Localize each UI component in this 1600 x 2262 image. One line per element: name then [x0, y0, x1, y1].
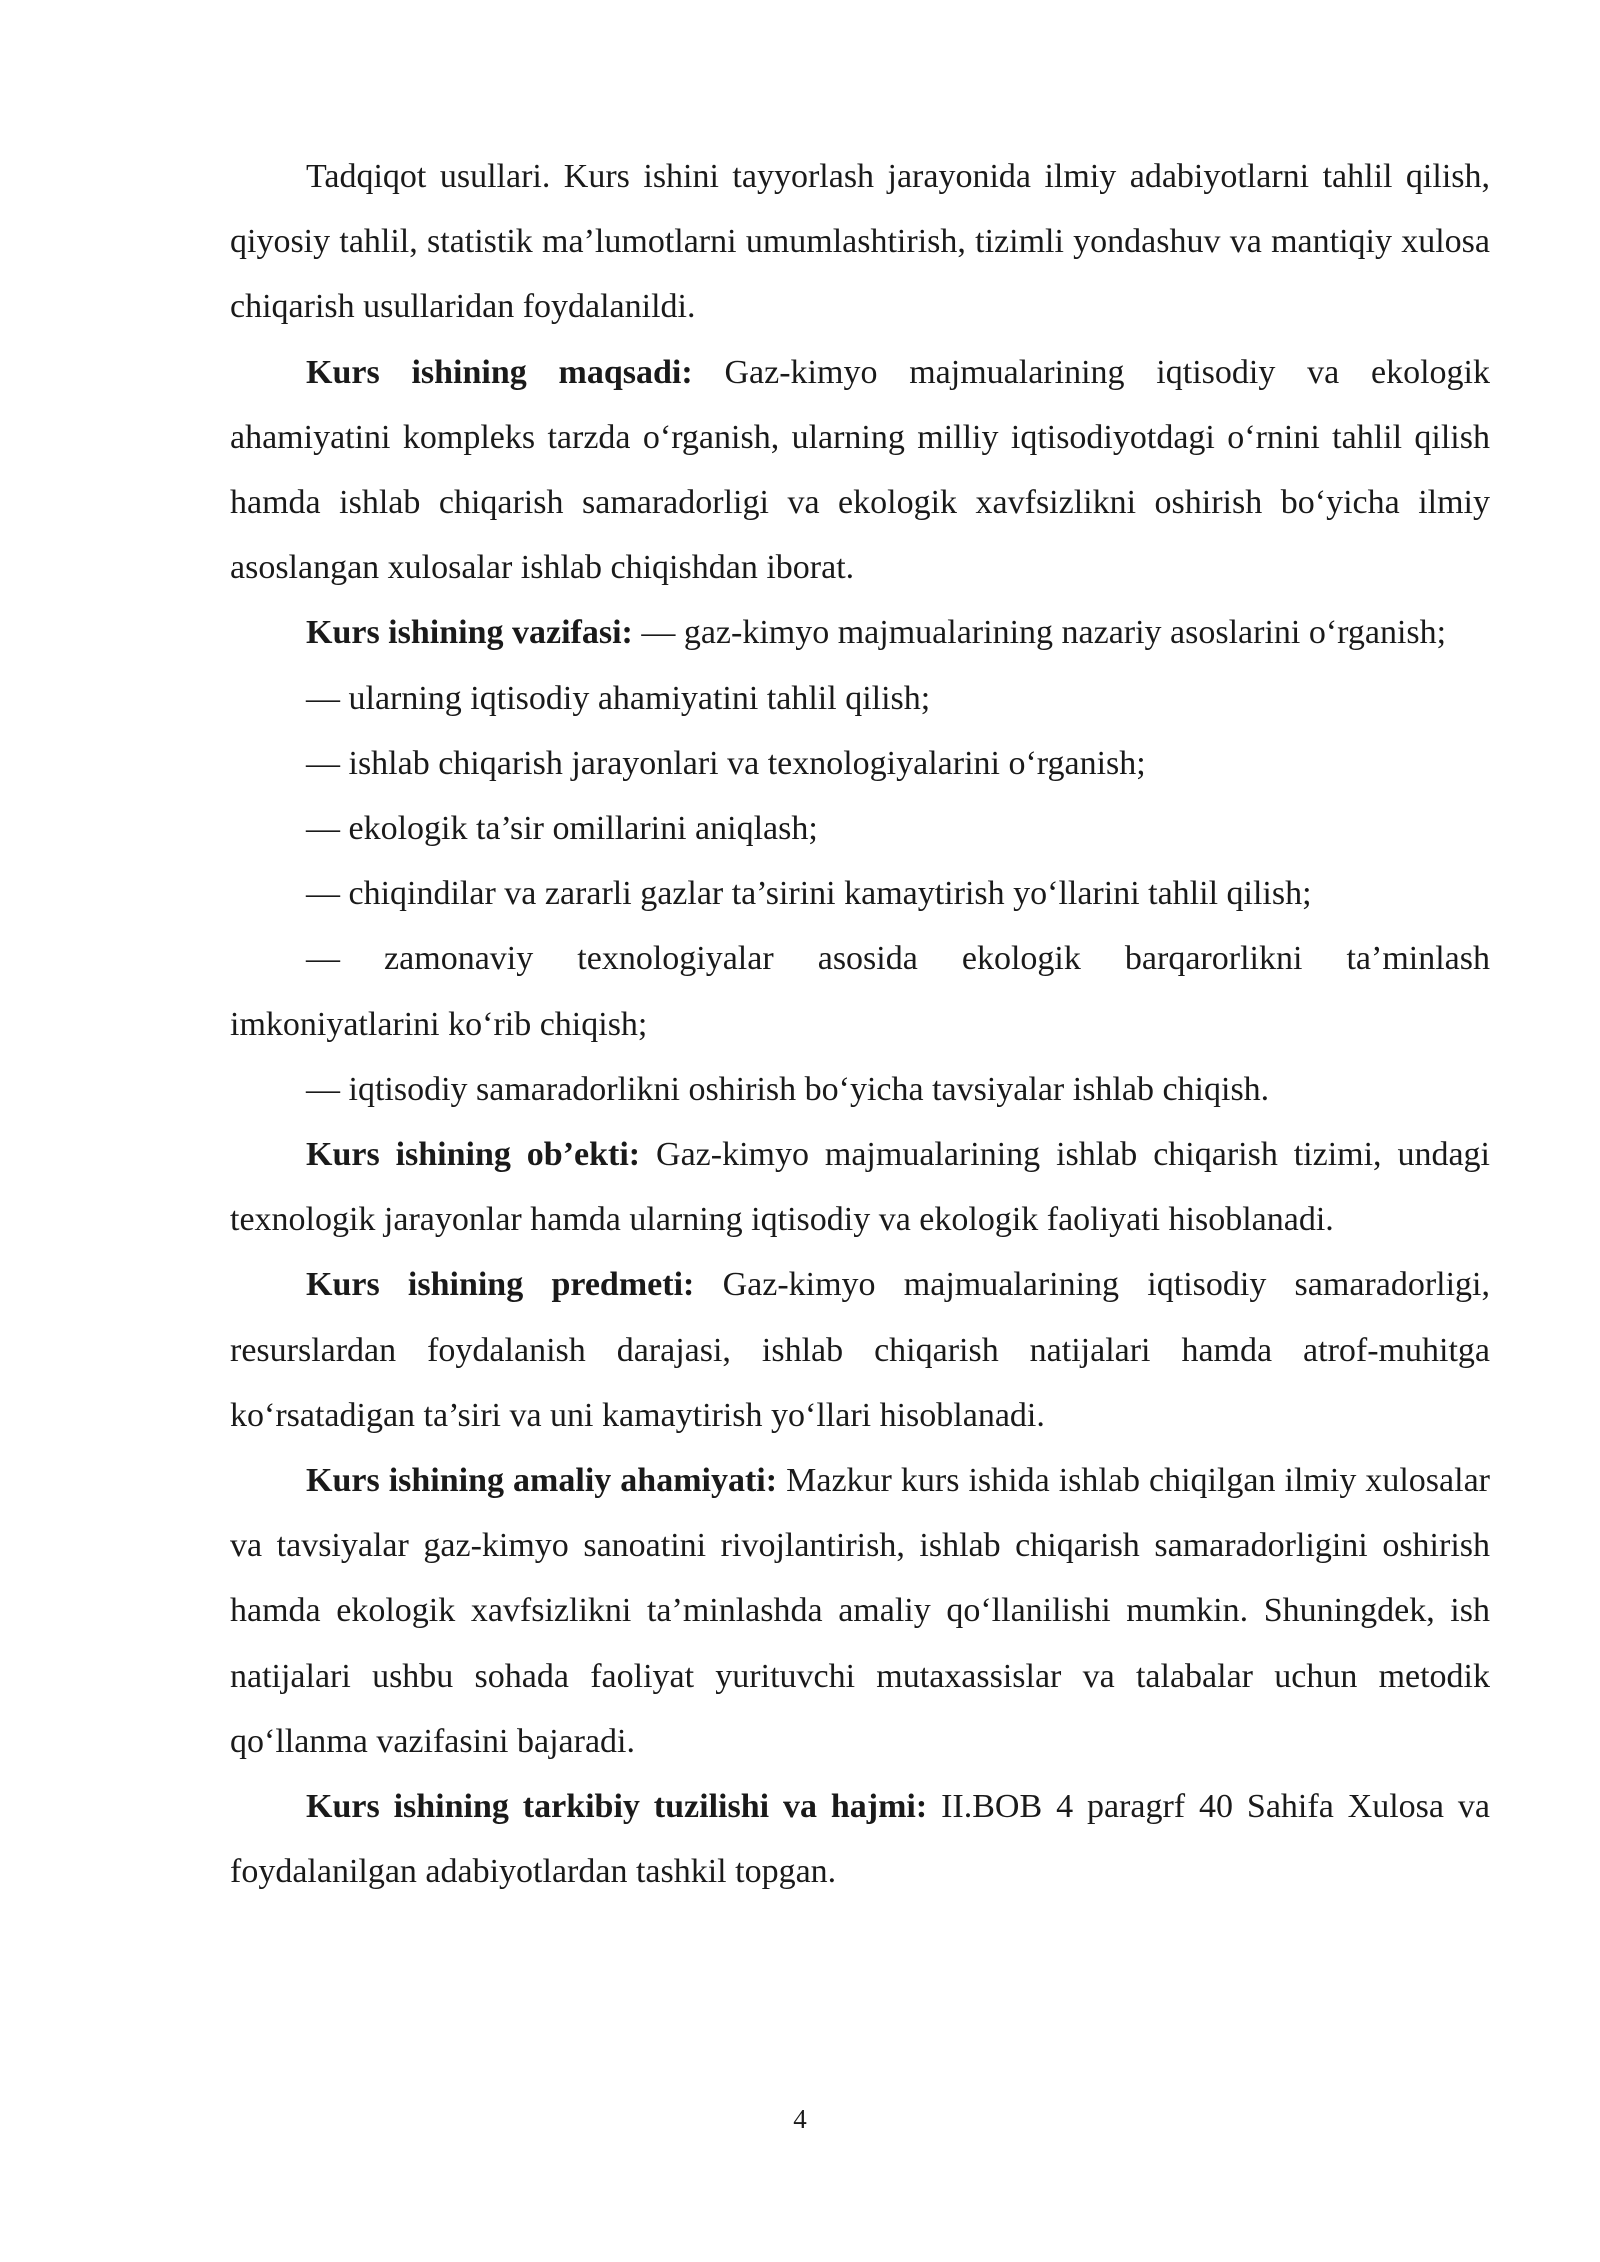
goal-text: Gaz-kimyo majmualarining iqtisodiy va ekologik ahamiyatini kompleks tarzda o‘rganish, ularning milliy iqtisodiyotdagi o‘rnini tahlil qilish hamda ishlab chiqarish samaradorligi va ekologik xavfsizlikni oshirish bo‘yicha ilmiy asoslangan xulosalar ishlab chiqishdan iborat.: [230, 353, 1490, 587]
tasks-text: — gaz-kimyo majmualarining nazariy asoslarini o‘rganish;: [632, 614, 1447, 652]
task-item: — chiqindilar va zararli gazlar ta’sirini kamaytirish yo‘llarini tahlil qilish;: [306, 875, 1312, 913]
structure-text: II.BOB 4 paragrf 40 Sahifa Xulosa va foydalanilgan adabiyotlardan tashkil topgan.: [230, 1788, 1491, 1891]
paragraph-practical-significance: [230, 1448, 1490, 1774]
object-text: Gaz-kimyo majmualarining ishlab chiqarish tizimi, undagi texnologik jarayonlar hamda ularning iqtisodiy va ekologik faoliyati hisoblanadi.: [230, 1136, 1490, 1239]
practical-text: Mazkur kurs ishida ishlab chiqilgan ilmiy xulosalar va tavsiyalar gaz-kimyo sanoatini rivojlantirish, ishlab chiqarish samaradorligini oshirish hamda ekologik xavfsizlikni ta’minlashda amaliy qo‘llanilishi mumkin. Shuningdek, ish natijalari ushbu sohada faoliyat yurituvchi mutaxassislar va talabalar uchun metodik qo‘llanma vazifasini bajaradi.: [230, 1462, 1490, 1760]
page-body: [230, 144, 1490, 1904]
practical-label: Kurs ishining amaliy ahamiyati:: [306, 1462, 778, 1500]
paragraph-research-methods: [230, 144, 1490, 340]
task-item: — ularning iqtisodiy ahamiyatini tahlil qilish;: [306, 679, 931, 717]
task-item: — zamonaviy texnologiyalar asosida ekologik barqarorlikni ta’minlash imkoniyatlarini ko‘rib chiqish;: [230, 940, 1490, 1043]
paragraph-structure: [230, 1774, 1490, 1904]
subject-text: Gaz-kimyo majmualarining iqtisodiy samaradorligi, resurslardan foydalanish darajasi, ishlab chiqarish natijalari hamda atrof-muhitga ko‘rsatadigan ta’siri va uni kamaytirish yo‘llari hisoblanadi.: [230, 1266, 1490, 1434]
task-item: — ishlab chiqarish jarayonlari va texnologiyalarini o‘rganish;: [306, 744, 1146, 782]
task-item: — iqtisodiy samaradorlikni oshirish bo‘yicha tavsiyalar ishlab chiqish.: [306, 1070, 1270, 1108]
paragraph-tasks: [230, 600, 1490, 665]
paragraph-goal: [230, 340, 1490, 601]
page-number: 4: [793, 2104, 807, 2134]
tasks-label: Kurs ishining vazifasi:: [306, 614, 633, 652]
paragraph-subject: [230, 1252, 1490, 1448]
structure-label: Kurs ishining tarkibiy tuzilishi va hajmi:: [306, 1788, 928, 1826]
task-item: — ekologik ta’sir omillarini aniqlash;: [306, 810, 818, 848]
research-methods-text: Tadqiqot usullari. Kurs ishini tayyorlash jarayonida ilmiy adabiyotlarni tahlil qilish, qiyosiy tahlil, statistik ma’lumotlarni umumlashtirish, tizimli yondashuv va mantiqiy xulosa chiqarish usullaridan foydalanildi.: [230, 158, 1490, 326]
paragraph-object: [230, 1122, 1490, 1252]
goal-label: Kurs ishining maqsadi:: [306, 353, 693, 391]
object-label: Kurs ishining ob’ekti:: [306, 1136, 641, 1174]
subject-label: Kurs ishining predmeti:: [306, 1266, 695, 1304]
